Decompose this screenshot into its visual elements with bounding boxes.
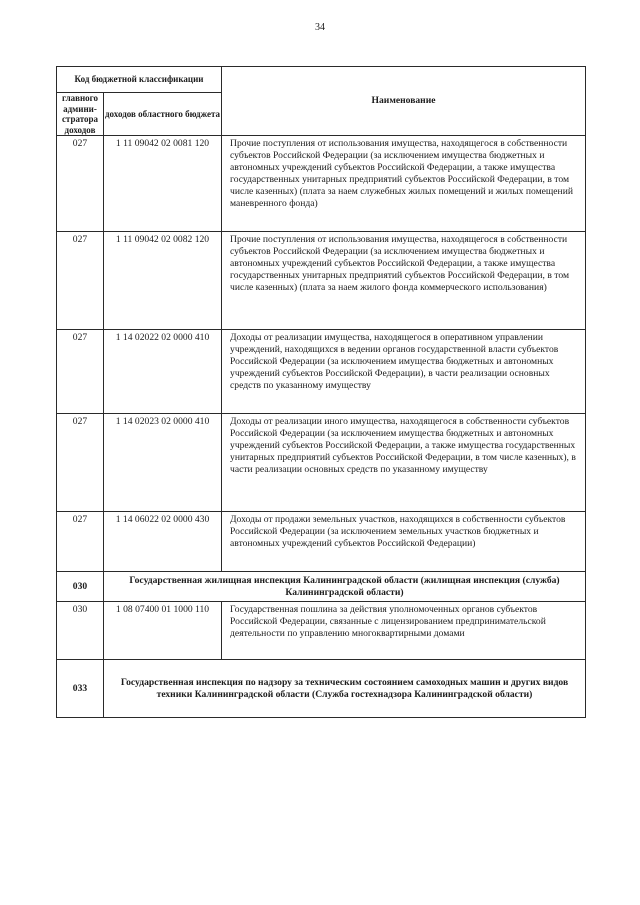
budget-code-cell: 1 08 07400 01 1000 110 (104, 602, 222, 660)
table-row (57, 512, 586, 572)
budget-code-cell: 1 14 02022 02 0000 410 (104, 330, 222, 414)
budget-code-cell: 1 11 09042 02 0081 120 (104, 136, 222, 232)
section-admin-code: 030 (57, 572, 104, 602)
header-budget-code-group: Код бюджетной классификации (57, 67, 222, 93)
admin-code-cell: 030 (57, 602, 104, 660)
header-income-column: доходов областного бюджета (104, 93, 222, 136)
income-name-cell: Государственная пошлина за действия уполномоченных органов субъектов Российской Федерации, связанные с лицензированием предпринимательской деятельности по управлению многоквартирными домами (222, 602, 586, 660)
income-name-cell: Прочие поступления от использования имущества, находящегося в собственности субъектов Российской Федерации (за исключением имущества бюджетных и автономных учреждений субъектов Российской Федерации, а также имущества государственных унитарных предприятий субъектов Российской Федерации, в том числе казенных) (плата за наем жилого фонда коммерческого использования) (222, 232, 586, 330)
income-name-cell: Доходы от продажи земельных участков, находящихся в собственности субъектов Российской Федерации (за исключением земельных участков бюджетных и автономных учреждений субъектов Российской Федерации) (222, 512, 586, 572)
header-admin-column: главного админи-стратора доходов (57, 93, 104, 136)
admin-code-cell: 027 (57, 330, 104, 414)
section-admin-code: 033 (57, 660, 104, 718)
admin-code-cell: 027 (57, 136, 104, 232)
admin-code-cell: 027 (57, 512, 104, 572)
income-name-cell: Прочие поступления от использования имущества, находящегося в собственности субъектов Российской Федерации (за исключением имущества бюджетных и автономных учреждений субъектов Российской Федерации, а также имущества государственных унитарных предприятий субъектов Российской Федерации, в том числе казенных) (плата за наем служебных жилых помещений и жилых помещений маневренного фонда) (222, 136, 586, 232)
table-row (57, 602, 586, 660)
income-name-cell: Доходы от реализации имущества, находящегося в оперативном управлении учреждений, находящихся в ведении органов государственной власти субъектов Российской Федерации (за исключением имущества бюджетных и автономных учреждений субъектов Российской Федерации), в части реализации основных средств по указанному имуществу (222, 330, 586, 414)
budget-code-cell: 1 11 09042 02 0082 120 (104, 232, 222, 330)
header-name-column: Наименование (222, 67, 586, 136)
admin-code-cell: 027 (57, 232, 104, 330)
income-name-cell: Доходы от реализации иного имущества, находящегося в собственности субъектов Российской Федерации (за исключением имущества бюджетных и автономных учреждений субъектов Российской Федерации, а также имущества государственных унитарных предприятий субъектов Российской Федерации, в том числе казенных), в части реализации основных средств по указанному имуществу (222, 414, 586, 512)
admin-code-cell: 027 (57, 414, 104, 512)
budget-classification-table (56, 66, 586, 718)
table-row (57, 232, 586, 330)
page-number: 34 (315, 22, 325, 33)
budget-code-cell: 1 14 02023 02 0000 410 (104, 414, 222, 512)
table-row (57, 330, 586, 414)
section-title: Государственная жилищная инспекция Калининградской области (жилищная инспекция (служба) Калининградской области) (104, 572, 586, 602)
section-title: Государственная инспекция по надзору за техническим состоянием самоходных машин и других видов техники Калининградской области (Служба гостехнадзора Калининградской области) (104, 660, 586, 718)
section-row-033 (57, 660, 586, 718)
table-row (57, 136, 586, 232)
budget-code-cell: 1 14 06022 02 0000 430 (104, 512, 222, 572)
table-row (57, 414, 586, 512)
section-row-030 (57, 572, 586, 602)
